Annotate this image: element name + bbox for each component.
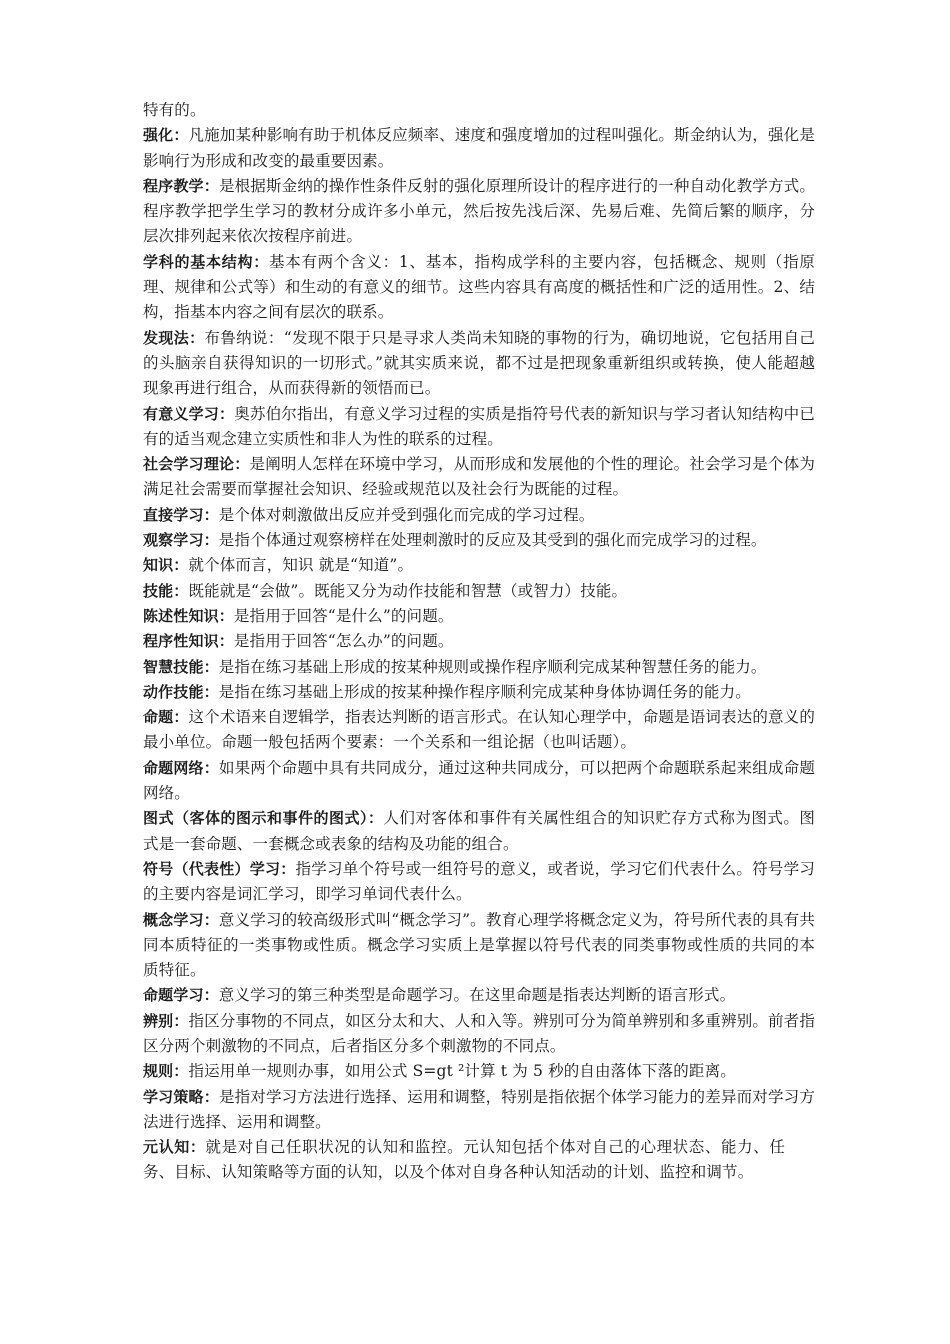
entry-concept-learning <box>143 908 815 984</box>
entry-observational-learning <box>143 528 815 553</box>
entry-reinforcement <box>143 123 815 174</box>
entry-text: 指区分事物的不同点，如区分太和大、人和入等。辨别可分为简单辨别和多重辨别。前者指区分两个刺激物的不同点，后者指区分多个刺激物的不同点。 <box>143 1011 815 1055</box>
entry-subject-structure <box>143 250 815 326</box>
entry-term: 动作技能： <box>143 682 219 701</box>
entry-skill <box>143 579 815 604</box>
entry-rule <box>143 1059 815 1084</box>
entry-discrimination <box>143 1009 815 1060</box>
entry-term: 技能： <box>143 581 189 600</box>
entry-meaningful-learning <box>143 402 815 453</box>
entry-term: 强化： <box>143 126 189 145</box>
entry-term: 程序教学： <box>143 176 219 195</box>
entry-text: 是指对学习方法进行选择、运用和调整，特别是指依据个体学习能力的差异而对学习方法进行选择、运用和调整。 <box>143 1087 815 1131</box>
entry-term: 命题： <box>143 708 189 727</box>
entry-text: 凡施加某种影响有助于机体反应频率、速度和强度增加的过程叫强化。斯金纳认为，强化是影响行为形成和改变的最重要因素。 <box>143 126 815 170</box>
entry-text: 指运用单一规则办事，如用公式 S=gt ²计算 t 为 5 秒的自由落体下落的距离。 <box>188 1062 736 1081</box>
entry-term: 陈述性知识： <box>143 606 234 625</box>
entry-text: 就个体而言，知识 就是“知道”。 <box>188 556 414 575</box>
entry-symbol-learning <box>143 857 815 908</box>
entry-text: 是指个体通过观察榜样在处理刺激时的反应及其受到的强化而完成学习的过程。 <box>218 531 767 550</box>
entry-declarative-knowledge <box>143 604 815 629</box>
entry-programmed-instruction <box>143 174 815 250</box>
entry-text: 指学习单个符号或一组符号的意义，或者说，学习它们代表什么。符号学习的主要内容是词汇学习，即学习单词代表什么。 <box>143 859 815 904</box>
entry-schema <box>143 806 815 857</box>
entry-term: 概念学习： <box>143 910 219 929</box>
entry-text: 奥苏伯尔指出，有意义学习过程的实质是指符号代表的新知识与学习者认知结构中已有的适当观念建立实质性和非人为性的联系的过程。 <box>143 404 815 448</box>
entry-term: 元认知： <box>143 1138 206 1157</box>
entry-text: 是个体对刺激做出反应并受到强化而完成的学习过程。 <box>218 505 595 524</box>
entry-text: 意义学习的较高级形式叫“概念学习”。教育心理学将概念定义为，符号所代表的具有共同本质特征的一类事物或性质。概念学习实质上是掌握以符号代表的同类事物或性质的共同的本质特征。 <box>143 910 815 980</box>
entry-term: 发现法： <box>143 328 205 347</box>
entry-procedural-knowledge <box>143 629 815 654</box>
entry-text: 既能就是“会做”。既能又分为动作技能和智慧（或智力）技能。 <box>188 581 628 600</box>
intro-fragment: 特有的。 <box>143 101 206 119</box>
entry-text: 就是对自己任职状况的认知和监控。元认知包括个体对自己的心理状态、能力、任务、目标、认知策略等方面的认知，以及个体对自身各种认知活动的计划、监控和调节。 <box>143 1138 785 1182</box>
entry-text: 意义学习的第三种类型是命题学习。在这里命题是指表达判断的语言形式。 <box>218 986 736 1005</box>
entry-term: 辨别： <box>143 1011 189 1030</box>
entry-intellectual-skill <box>143 655 815 680</box>
entry-text: 布鲁纳说：“发现不限于只是寻求人类尚未知晓的事物的行为，确切地说，它包括用自己的头脑亲自获得知识的一切形式。”就其实质来说，都不过是把现象重新组织或转换，使人能超越现象再进行组合，从而获得新的领悟而已。 <box>143 328 815 398</box>
entry-proposition <box>143 705 815 756</box>
entry-social-learning-theory <box>143 452 815 503</box>
entry-term: 智慧技能： <box>143 657 219 676</box>
entry-direct-learning <box>143 503 815 528</box>
entry-term: 社会学习理论： <box>143 455 250 474</box>
entry-text: 这个术语来自逻辑学，指表达判断的语言形式。在认知心理学中，命题是语词表达的意义的最小单位。命题一般包括两个要素：一个关系和一组论据（也叫话题）。 <box>143 708 815 752</box>
entry-text: 基本有两个含义：1、基本，指构成学科的主要内容，包括概念、规则（指原理、规律和公式等）和生动的有意义的细节。这些内容具有高度的概括性和广泛的适用性。2、结构，指基本内容之间有层次的联系。 <box>143 252 815 322</box>
entry-text: 是阐明人怎样在环境中学习，从而形成和发展他的个性的理论。社会学习是个体为满足社会需要而掌握社会知识、经验或规范以及社会行为既能的过程。 <box>143 455 815 499</box>
entry-text: 人们对客体和事件有关属性组合的知识贮存方式称为图式。图式是一套命题、一套概念或表象的结构及功能的组合。 <box>143 809 815 853</box>
entry-term: 学科的基本结构： <box>143 252 269 271</box>
entry-text: 是指在练习基础上形成的按某种操作程序顺利完成某种身体协调任务的能力。 <box>218 682 751 701</box>
entry-proposition-network <box>143 756 815 807</box>
entry-term: 知识： <box>143 556 189 575</box>
entry-text: 如果两个命题中具有共同成分，通过这种共同成分，可以把两个命题联系起来组成命题网络。 <box>143 758 815 803</box>
entry-motor-skill <box>143 680 815 705</box>
entry-term: 学习策略： <box>143 1087 219 1106</box>
entry-text: 是指用于回答“是什么”的问题。 <box>233 606 454 625</box>
entry-text: 是根据斯金纳的操作性条件反射的强化原理所设计的程序进行的一种自动化教学方式。程序教学把学生学习的教材分成许多小单元，然后按先浅后深、先易后难、先简后繁的顺序，分层次排列起来依次按程序前进。 <box>143 176 815 246</box>
entry-metacognition <box>143 1135 815 1186</box>
entry-term: 命题网络： <box>143 758 219 777</box>
entry-term: 符号（代表性）学习： <box>143 859 296 878</box>
entry-term: 观察学习： <box>143 531 219 550</box>
entry-term: 有意义学习： <box>143 404 235 423</box>
entry-term: 规则： <box>143 1062 189 1081</box>
entry-text: 是指用于回答“怎么办”的问题。 <box>233 632 454 651</box>
entry-term: 图式（客体的图示和事件的图式）： <box>143 809 384 828</box>
entry-proposition-learning <box>143 983 815 1008</box>
entry-discovery-method <box>143 326 815 402</box>
entry-term: 命题学习： <box>143 986 219 1005</box>
document-page <box>143 98 815 1186</box>
entry-knowledge <box>143 553 815 578</box>
entry-term: 程序性知识： <box>143 632 234 651</box>
entry-text: 是指在练习基础上形成的按某种规则或操作程序顺利完成某种智慧任务的能力。 <box>218 657 767 676</box>
entry-learning-strategy <box>143 1085 815 1136</box>
entry-term: 直接学习： <box>143 505 219 524</box>
